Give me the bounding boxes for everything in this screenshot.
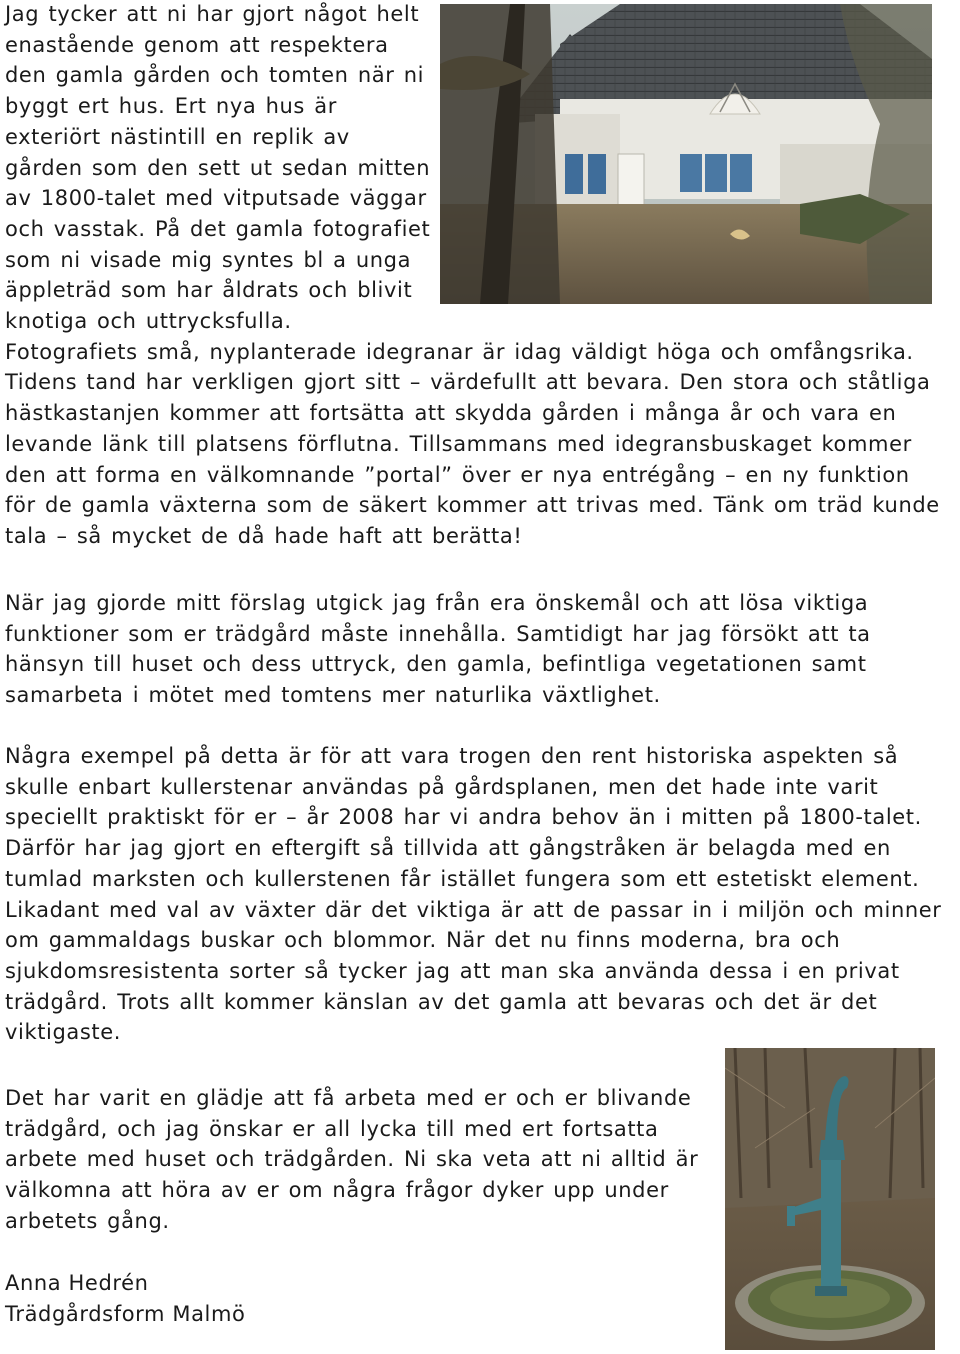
house-photo [440,4,932,304]
paragraph-proposal: När jag gjorde mitt förslag utgick jag från era önskemål och att lösa viktiga funktioner som er trädgård måste innehålla. Samtidigt har jag försökt att ta hänsyn till huset och dess uttryck, den gamla, befintliga vegetationen samt samarbeta i mötet med tomtens mer naturlika växtlighet. [5,591,871,708]
paragraph-closing: Det har varit en glädje att få arbeta med er och er blivande trädgård, och jag önskar er all lycka till med ert fortsatta arbete med huset och trädgården. Ni ska veta att ni alltid är välkomna att höra av er om några frågor dyker upp under arbetets gång. [5,1086,699,1233]
intro-text: Jag tycker att ni har gjort något helt enastående genom att respektera den gamla gården och tomten när ni byggt ert hus. Ert nya hus är exteriört nästintill en replik av gården som den sett ut sedan mitten av 1800-talet med vitputsade väggar och vasstak. På det gamla fotografiet som ni visade mig syntes bl a unga äppleträd som har åldrats och blivit knotiga och uttrycksfulla. Fotografiets små, nyplanterade idegranar är idag väldigt höga och omfångsrika. Tidens tand har verkligen gjort sitt – värdefullt att bevara. Den stora och ståtliga hästkastanjen kommer att fortsätta att skydda gården i många år och vara en levande länk till platsens förflutna. Tillsammans med idegransbuskaget kommer den att forma en välkomnande ”portal” över er nya entrégång – en ny funktion för de gamla växterna som de säkert kommer att trivas med. Tänk om träd kunde tala – så mycket de då hade haft att berätta! [5,2,940,548]
paragraph-examples: Några exempel på detta är för att vara trogen den rent historiska aspekten så skulle enbart kullerstenar användas på gårdsplanen, men det hade inte varit speciellt praktiskt för er – år 2008 har vi andra behov än i mitten på 1800-talet. Därför har jag gjort en eftergift så tillvida att gångstråken är belagda med en tumlad marksten och kullerstenen får istället fungera som ett estetiskt element. Likadant med val av växter där det viktiga är att de passar in i miljön och minner om gammaldags buskar och blommor. När det nu finns moderna, bra och sjukdomsresistenta sorter så tycker jag att man ska använda dessa i en privat trädgård. Trots allt kommer känslan av det gamla att bevaras och det är det viktigaste. [5,744,942,1045]
signature-name: Anna Hedrén [5,1271,149,1295]
water-pump-photo [725,1048,935,1350]
signature-block [5,1268,505,1330]
signature-company: Trädgårdsform Malmö [5,1302,246,1326]
